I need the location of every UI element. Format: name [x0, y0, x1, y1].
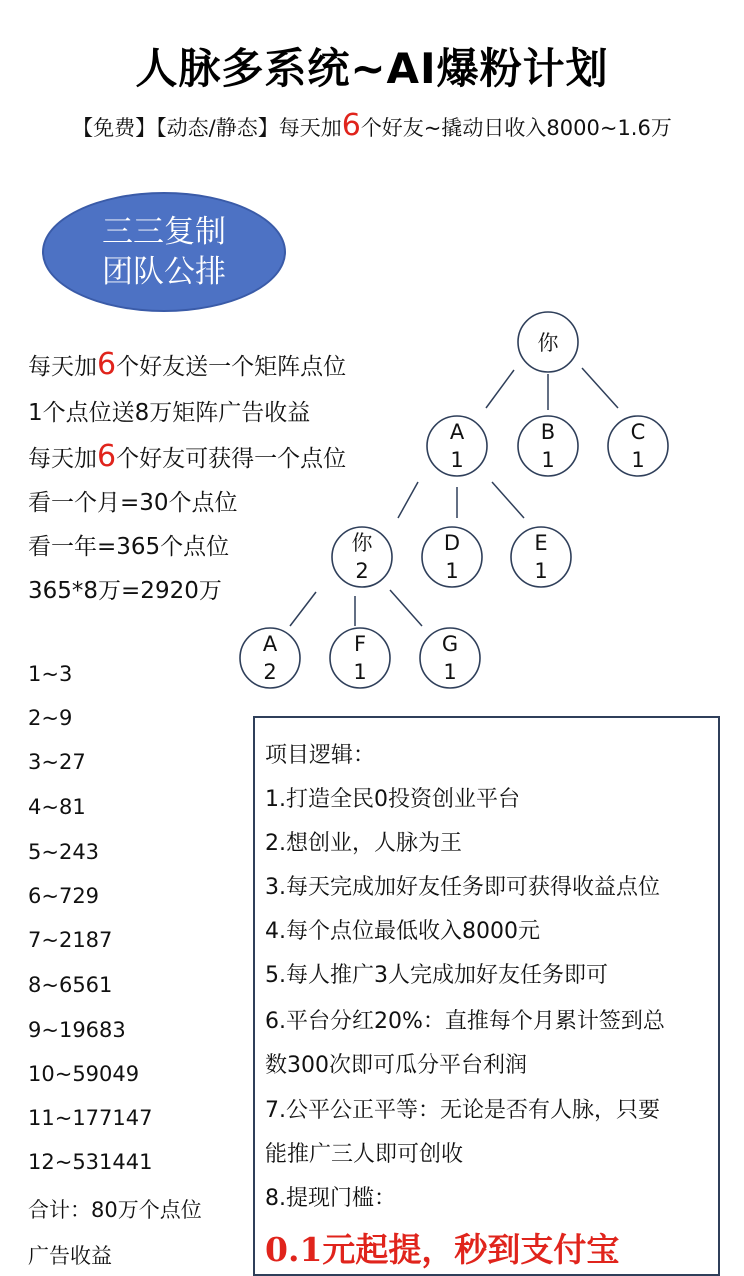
- logic-line: 5.每人推广3人完成加好友任务即可: [265, 963, 608, 988]
- tree-node-label: E: [534, 531, 548, 555]
- ad-income-label: 广告收益: [28, 1244, 112, 1268]
- left-line-text: 365*8万=2920万: [28, 578, 222, 604]
- badge-line-1: 三三复制: [102, 214, 226, 250]
- tree-node-label: D: [443, 531, 461, 555]
- tree-node-label: B: [540, 420, 556, 444]
- left-line-text: 每天加: [28, 446, 97, 472]
- tree-node-count: 1: [353, 660, 367, 684]
- tree-node-label: G: [441, 632, 459, 656]
- left-line-text: 个好友可获得一个点位: [116, 446, 347, 472]
- sequence-item: 2~9: [28, 706, 73, 730]
- tree-node-label: 你: [537, 331, 559, 355]
- sequence-item: 3~27: [28, 750, 86, 774]
- sequence-item: 7~2187: [28, 928, 113, 952]
- logic-line: 2.想创业，人脉为王: [265, 831, 462, 856]
- tree-node-label: A: [262, 632, 278, 656]
- logic-line: 能推广三人即可创收: [265, 1142, 464, 1167]
- logic-line: 3.每天完成加好友任务即可获得收益点位: [265, 875, 660, 900]
- left-line-number: 6: [97, 439, 117, 474]
- tree-node-count: 1: [450, 448, 464, 472]
- badge-line-2: 团队公排: [102, 254, 226, 290]
- tree-edge: [492, 482, 524, 518]
- sequence-item: 4~81: [28, 795, 86, 819]
- left-line-text: 1个点位送8万矩阵广告收益: [28, 400, 311, 426]
- tree-node-label: C: [630, 420, 646, 444]
- left-line-number: 6: [97, 347, 117, 382]
- subtitle-suffix: 个好友~撬动日收入8000~1.6万: [360, 116, 672, 140]
- tree-node-label: F: [353, 632, 367, 656]
- tree-node-count: 1: [534, 559, 548, 583]
- sequence-item: 9~19683: [28, 1018, 126, 1042]
- logic-line: 4.每个点位最低收入8000元: [265, 919, 540, 944]
- tree-edge: [486, 370, 514, 408]
- sequence-item: 11~177147: [28, 1106, 153, 1130]
- logic-line: 6.平台分红20%：直推每个月累计签到总: [265, 1009, 665, 1034]
- tree-edge: [582, 368, 618, 408]
- left-line-text: 看一年=365个点位: [28, 534, 230, 560]
- subtitle-prefix: 【免费】【动态/静态】每天加: [72, 116, 342, 140]
- left-line-text: 每天加: [28, 354, 97, 380]
- tree-edge: [398, 482, 418, 518]
- tree-node-label: 你: [351, 531, 373, 555]
- tree-node-label: A: [449, 420, 465, 444]
- logic-line: 7.公平公正平等：无论是否有人脉，只要: [265, 1098, 660, 1123]
- logic-line: 数300次即可瓜分平台利润: [265, 1053, 527, 1078]
- logic-heading: 项目逻辑：: [265, 743, 376, 768]
- tree-node-count: 1: [631, 448, 645, 472]
- sequence-total: 合计：80万个点位: [28, 1198, 202, 1222]
- left-line-text: 个好友送一个矩阵点位: [116, 354, 347, 380]
- logic-line: 8.提现门槛：: [265, 1186, 396, 1211]
- sequence-item: 6~729: [28, 884, 100, 908]
- sequence-item: 1~3: [28, 662, 73, 686]
- sequence-item: 5~243: [28, 840, 100, 864]
- tree-node-count: 1: [541, 448, 555, 472]
- tree-node-count: 1: [443, 660, 457, 684]
- tree-edge: [290, 592, 316, 626]
- logic-line: 1.打造全民0投资创业平台: [265, 787, 520, 812]
- sequence-item: 10~59049: [28, 1062, 140, 1086]
- tree-edge: [390, 590, 422, 626]
- withdrawal-highlight: 0.1元起提，秒到支付宝: [265, 1230, 620, 1269]
- tree-node-count: 2: [355, 559, 369, 583]
- page-title: 人脉多系统~AI爆粉计划: [135, 44, 609, 93]
- tree-node-count: 1: [445, 559, 459, 583]
- sequence-item: 8~6561: [28, 973, 113, 997]
- tree-node-count: 2: [263, 660, 277, 684]
- sequence-item: 12~531441: [28, 1150, 153, 1174]
- subtitle-number: 6: [341, 108, 361, 143]
- left-line-text: 看一个月=30个点位: [28, 490, 238, 516]
